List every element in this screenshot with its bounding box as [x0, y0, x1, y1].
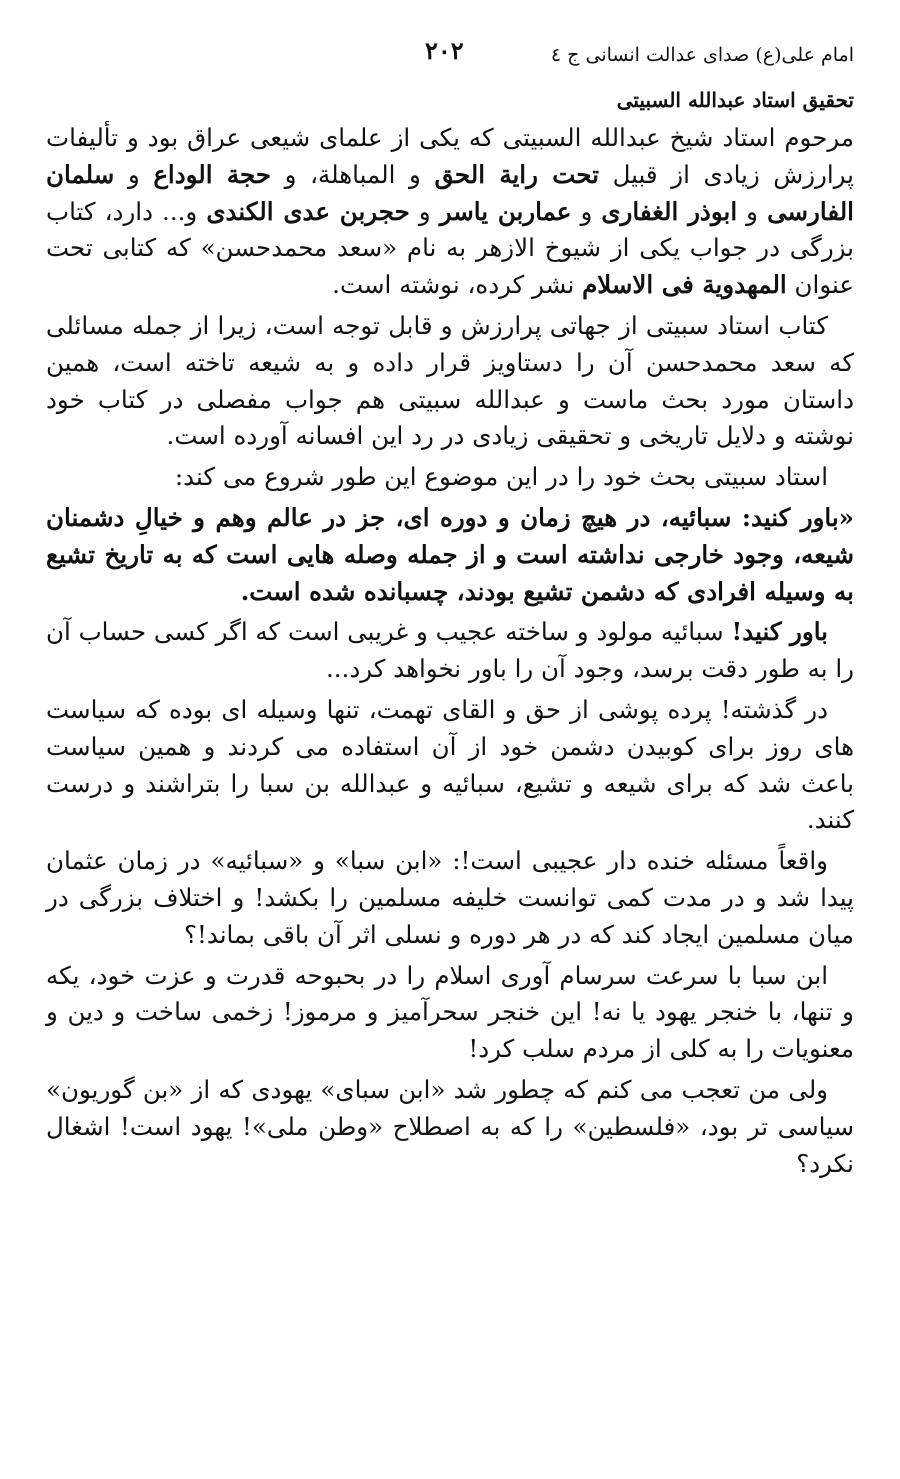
text-run: استاد سبیتی بحث خود را در این موضوع این طور شروع می کند:: [174, 462, 828, 492]
text-run: و: [571, 196, 602, 226]
bold-text-run: باور کنید!: [731, 617, 828, 647]
paragraph-p2: [46, 308, 854, 455]
text-run: در گذشته! پرده پوشی از حق و القای تهمت، تنها وسیله ای بوده که سیاست های روز برای کوبیدن دشمن خود از آن استفاده می کردند و همین سیاست باعث شد که برای شیعه و تشیع، سبائیه و عبدالله بن سبا را بتراشند و درست کنند.: [46, 694, 854, 835]
paragraph-p6: [46, 692, 854, 839]
text-run: سبائیه مولود و ساخته عجیب و غریبی است که اگر کسی حساب آن را به طور دقت برسد، وجود آن را باور نخواهد کرد...: [46, 617, 854, 684]
bold-text-run: تحت رایة الحق: [434, 159, 599, 189]
paragraph-p9: [46, 1072, 854, 1182]
text-run: ابن سبا با سرعت سرسام آوری اسلام را در بحبوحه قدرت و عزت خود، یکه و تنها، با خنجر یهود یا نه! این خنجر سحرآمیز و مرموز! زخمی ساخت و دین و معنویات را به کلی از مردم سلب کرد!: [46, 960, 854, 1064]
paragraph-p1: [46, 120, 854, 304]
paragraph-p3: [46, 459, 854, 496]
running-header-title: امام علی(ع) صدای عدالت انسانی ج ٤: [550, 44, 854, 66]
paragraph-p5: [46, 614, 854, 688]
text-run: و... دارد، کتاب بزرگی در جواب یکی از شیوخ الازهر به نام «سعد محمدحسن» که کتابی تحت عنوان: [46, 196, 854, 300]
text-run: ولی من تعجب می کنم که چطور شد «ابن سبای» یهودی که از «بن گوریون» سیاسی تر بود، «فلسطین» را که به اصطلاح «وطن ملی»! یهود است! اشغال نکرد؟: [46, 1074, 854, 1178]
text-run: و المباهلة، و: [271, 159, 435, 189]
text-run: و: [114, 159, 154, 189]
page-number: ٢٠٢: [425, 36, 464, 65]
bold-text-run: حجربن عدی الکندی: [206, 196, 410, 226]
bold-text-run: «باور کنید: سبائیه، در هیچ زمان و دوره ای، جز در عالم وهم و خیالِ دشمنان شیعه، وجود خارجی نداشته است و از جمله وصله هایی است که به تاریخ تشیع به وسیله افرادی که دشمن تشیع بودند، چسبانده شده است.: [46, 502, 854, 606]
bold-text-run: سلمان الفارسی: [46, 159, 854, 226]
bold-text-run: عماربن یاسر: [439, 196, 572, 226]
text-run: و: [737, 196, 768, 226]
section-heading: تحقیق استاد عبدالله السبیتی: [616, 88, 854, 112]
paragraph-p4-quote: [46, 500, 854, 610]
body-text: [46, 120, 854, 1186]
text-run: مرحوم استاد شیخ عبدالله السبیتی که یکی از علمای شیعی عراق بود و تألیفات پرارزش زیادی از قبیل: [46, 123, 855, 189]
text-run: نشر کرده، نوشته است.: [332, 270, 583, 300]
paragraph-p8: [46, 958, 854, 1068]
bold-text-run: ابوذر الغفاری: [601, 196, 738, 226]
text-run: کتاب استاد سبیتی از جهاتی پرارزش و قابل توجه است، زیرا از جمله مسائلی که سعد محمدحسن آن را دستاویز قرار داده و به شیعه تاخته است، همین داستان مورد بحث ماست و عبدالله سبیتی هم جواب مفصلی در کتاب خود نوشته و دلایل تاریخی و تحقیقی زیادی در رد این افسانه آورده است.: [46, 310, 854, 451]
paragraph-p7: [46, 843, 854, 953]
text-run: و: [409, 196, 440, 226]
text-run: واقعاً مسئله خنده دار عجیبی است!: «ابن سبا» و «سبائیه» در زمان عثمان پیدا شد و در مدت کمی توانست خلیفه مسلمین را بکشد! و اختلاف بزرگی در میان مسلمین ایجاد کند که در هر دوره و نسلی اثر آن باقی بماند!؟: [46, 846, 854, 949]
bold-text-run: حجة الوداع: [153, 159, 272, 189]
bold-text-run: المهدویة فی الاسلام: [582, 270, 787, 300]
